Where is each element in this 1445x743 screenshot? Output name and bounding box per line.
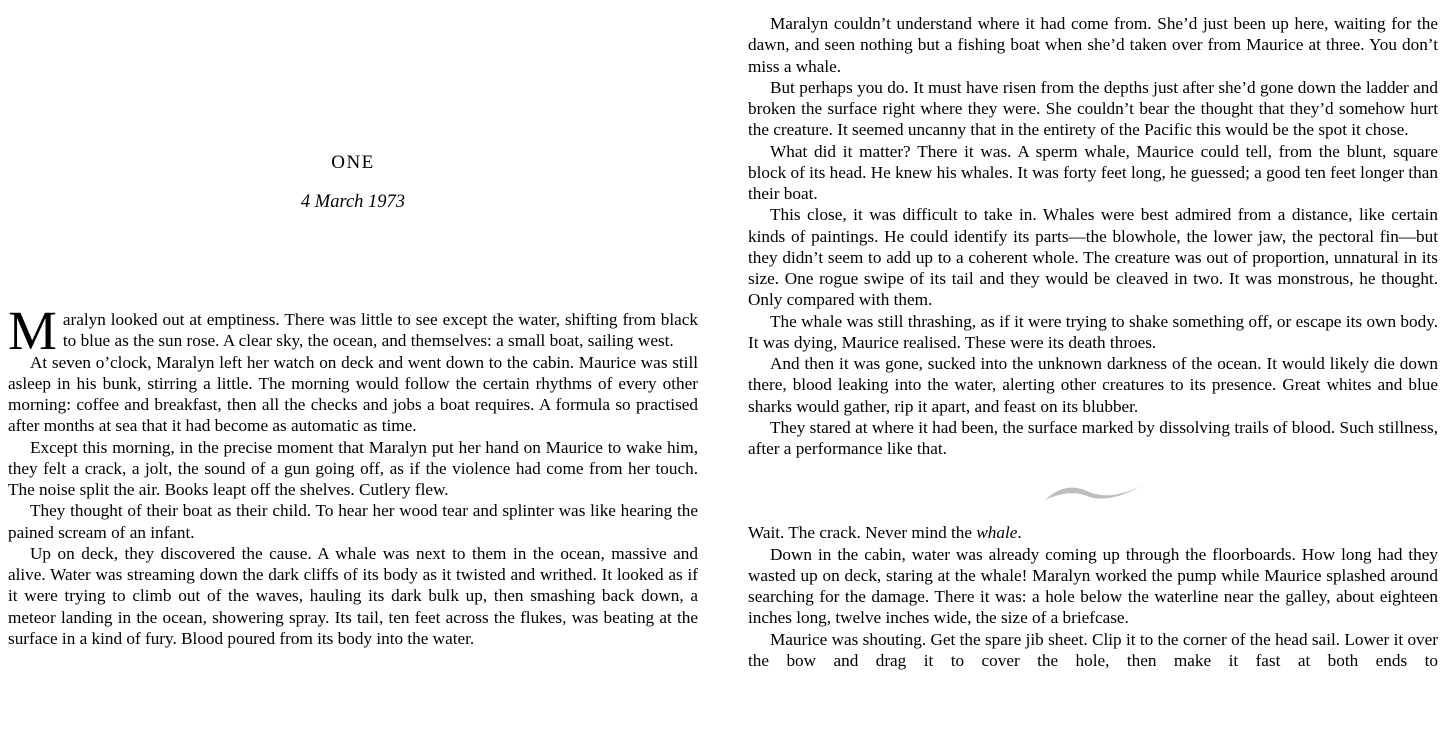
paragraph	[748, 204, 1438, 310]
section-divider	[748, 482, 1438, 504]
text-segment: What did it matter? There it was. A sperm whale, Maurice could tell, from the blunt, square block of its head. He knew his whales. It was forty feet long, he guessed; a good ten feet longer than their boat.	[748, 141, 1438, 203]
chapter-date: 4 March 1973	[300, 192, 406, 212]
paragraph	[8, 352, 698, 437]
text-segment: The whale was still thrashing, as if it were trying to shake something off, or escape its own body. It was dying, Maurice realised. These were its death throes.	[748, 311, 1438, 352]
paragraph	[748, 13, 1438, 77]
paragraph	[8, 300, 698, 361]
text-segment: Except this morning, in the precise moment that Maralyn put her hand on Maurice to wake him, they felt a crack, a jolt, the sound of a gun going off, as if the violence had come from her touch. The noise split the air. Books leapt off the shelves. Cutlery flew.	[8, 437, 698, 499]
italic-text-segment: whale	[976, 523, 1018, 543]
wave-squiggle-icon	[1044, 482, 1142, 499]
text-segment: Wait. The crack. Never mind the	[748, 523, 977, 543]
text-segment: This close, it was difficult to take in. Whales were best admired from a distance, like certain kinds of paintings. He could identify its parts—the blowhole, the lower jaw, the pectoral fin—but they didn’t seem to add up to a coherent whole. The creature was out of proportion, unnatural in its size. One rogue swipe of its tail and they would be cleaved in two. It was monstrous, he thought. Only compared with them.	[748, 205, 1438, 310]
right-page	[748, 0, 1438, 743]
text-segment: .	[1017, 523, 1022, 543]
paragraph	[8, 437, 698, 501]
paragraph	[748, 141, 1438, 205]
chapter-heading: ONE	[331, 152, 375, 173]
paragraph	[8, 500, 698, 543]
text-segment: Maralyn couldn’t understand where it had come from. She’d just been up here, waiting for the dawn, and seen nothing but a fishing boat when she’d taken over from Maurice at three. You don’t miss a whale.	[748, 14, 1438, 76]
paragraph	[748, 77, 1438, 141]
paragraph	[8, 543, 698, 649]
text-segment: They thought of their boat as their child. To hear her wood tear and splinter was like hearing the pained scream of an infant.	[8, 501, 698, 542]
text-segment: Down in the cabin, water was already coming up through the floorboards. How long had they wasted up on deck, staring at the whale! Maralyn worked the pump while Maurice splashed around searching for the damage. There it was: a hole below the waterline near the galley, about eighteen inches long, twelve inches wide, the size of a briefcase.	[748, 544, 1438, 628]
paragraph	[748, 311, 1438, 354]
drop-cap: M	[8, 300, 57, 361]
text-segment: And then it was gone, sucked into the unknown darkness of the ocean. It would likely die down there, blood leaking into the water, alerting other creatures to its presence. Great whites and blue sharks would gather, rip it apart, and feast on its blubber.	[748, 354, 1438, 416]
text-segment: Maurice was shouting. Get the spare jib sheet. Clip it to the corner of the head sail. Lower it over the bow and drag it to cover the hole, then make it fast at both ends to	[748, 629, 1438, 670]
text-segment: Up on deck, they discovered the cause. A whale was next to them in the ocean, massive and alive. Water was streaming down the dark cliffs of its body as it twisted and writhed. It looked as if it were trying to climb out of the waves, hauling its dark bulk up, then smashing back down, a meteor landing in the ocean, showering spray. Its tail, ten feet across the flukes, was beating at the surface in a kind of fury. Blood poured from its body into the water.	[8, 543, 698, 648]
paragraph	[748, 353, 1438, 417]
text-segment: At seven o’clock, Maralyn left her watch on deck and went down to the cabin. Maurice was still asleep in his bunk, stirring a little. The morning would follow the certain rhythms of every other morning: coffee and breakfast, then all the checks and jobs a boat requires. A formula so practised after months at sea that it had become as automatic as time.	[8, 352, 698, 436]
paragraph	[748, 417, 1438, 460]
paragraph	[748, 629, 1438, 672]
text-segment: But perhaps you do. It must have risen from the depths just after she’d gone down the ladder and broken the surface right where they were. She couldn’t bear the thought that they’d somehow hurt the creature. It seemed uncanny that in the entirety of the Pacific this would be the spot it chose.	[748, 77, 1438, 140]
text-segment: aralyn looked out at emptiness. There was little to see except the water, shifting from black to blue as the sun rose. A clear sky, the ocean, and themselves: a small boat, sailing west.	[62, 310, 698, 351]
right-page-body-bottom	[748, 522, 1438, 671]
paragraph	[748, 544, 1438, 629]
text-segment: They stared at where it had been, the surface marked by dissolving trails of blood. Such stillness, after a performance like that.	[748, 417, 1438, 458]
right-page-body-top	[748, 13, 1438, 459]
left-page-body	[8, 300, 698, 649]
paragraph	[748, 522, 1438, 543]
left-page	[8, 0, 698, 743]
